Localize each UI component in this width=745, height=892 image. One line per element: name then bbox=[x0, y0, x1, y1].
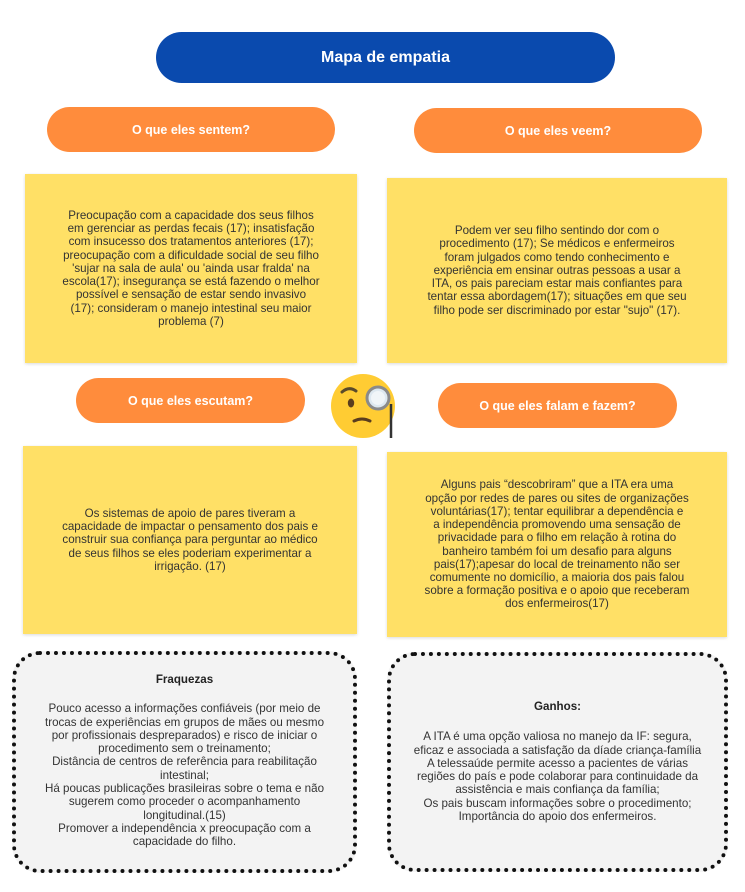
note-sentem-text: Preocupação com a capacidade dos seus filhos em gerenciar as perdas fecais (17); insatisfação com insucesso dos tratamentos anteriores (17); preocupação com a dificuldade social de seu filho 'sujar na sala de aula' ou 'ainda usar fralda' na escola(17); insegurança se está fazendo o melhor possível e sensação de estar sendo invasivo (17); consideram o manejo intestinal seu maior problema (7) bbox=[62, 209, 320, 328]
note-escutam-text: Os sistemas de apoio de pares tiveram a capacidade de impactar o pensamento dos pais e construir sua confiança para perguntar ao médico de seus filhos se eles poderiam experimentar a irrigação. (17) bbox=[62, 506, 318, 573]
label-escutam: O que eles escutam? bbox=[76, 378, 305, 423]
panel-fraquezas bbox=[12, 651, 357, 873]
label-sentem: O que eles sentem? bbox=[47, 107, 335, 152]
ganhos-text: A ITA é uma opção valiosa no manejo da IF: segura, eficaz e associada a satisfação da díade criança-família A telessaúde permite acesso a pacientes de várias regiões do país e pode colaborar para continuidade da assistência e mais confiança da família; Os pais buscam informações sobre o procedimento; Importância do apoio dos enfermeiros. bbox=[413, 730, 702, 824]
fraquezas-text: Pouco acesso a informações confiáveis (por meio de trocas de experiências em grupos de mães ou mesmo por profissionais despreparados) e risco de iniciar o procedimento sem o treinamento; Distância de centros de referência para reabilitação intestinal; Há poucas publicações brasileiras sobre o tema e não sugerem como proceder o acompanhamento longitudinal.(15) Promover a independência x preocupação com a capacidade do filho. bbox=[44, 702, 325, 849]
panel-ganhos bbox=[387, 652, 728, 872]
ganhos-title: Ganhos: bbox=[533, 700, 582, 713]
note-escutam bbox=[23, 446, 357, 634]
page-title: Mapa de empatia bbox=[156, 32, 615, 83]
fraquezas-title: Fraquezas bbox=[155, 673, 214, 686]
note-veem-text: Podem ver seu filho sentindo dor com o procedimento (17); Se médicos e enfermeiros foram julgados como tendo conhecimento e experiência em ensinar outras pessoas a usar a ITA, os pais pareciam estar mais confiantes para tentar essa abordagem(17); situações em que seu filho pode ser discriminado por estar "sujo" (17). bbox=[427, 224, 687, 317]
note-veem bbox=[387, 178, 727, 363]
label-falam: O que eles falam e fazem? bbox=[438, 383, 677, 428]
label-veem: O que eles veem? bbox=[414, 108, 702, 153]
note-falam-text: Alguns pais “descobriram” que a ITA era uma opção por redes de pares ou sites de organizações voluntárias(17); tentar equilibrar a dependência e a independência promovendo uma sensação de privacidade para o filho em relação à rotina do banheiro também foi um desafio para alguns pais(17);apesar do local de treinamento não ser comumente no domicílio, a maioria dos pais falou sobre a formação positiva e o apoio que receberam dos enfermeiros(17) bbox=[424, 478, 690, 611]
note-falam bbox=[387, 452, 727, 637]
monocle-face-icon bbox=[330, 370, 402, 442]
note-sentem bbox=[25, 174, 357, 363]
